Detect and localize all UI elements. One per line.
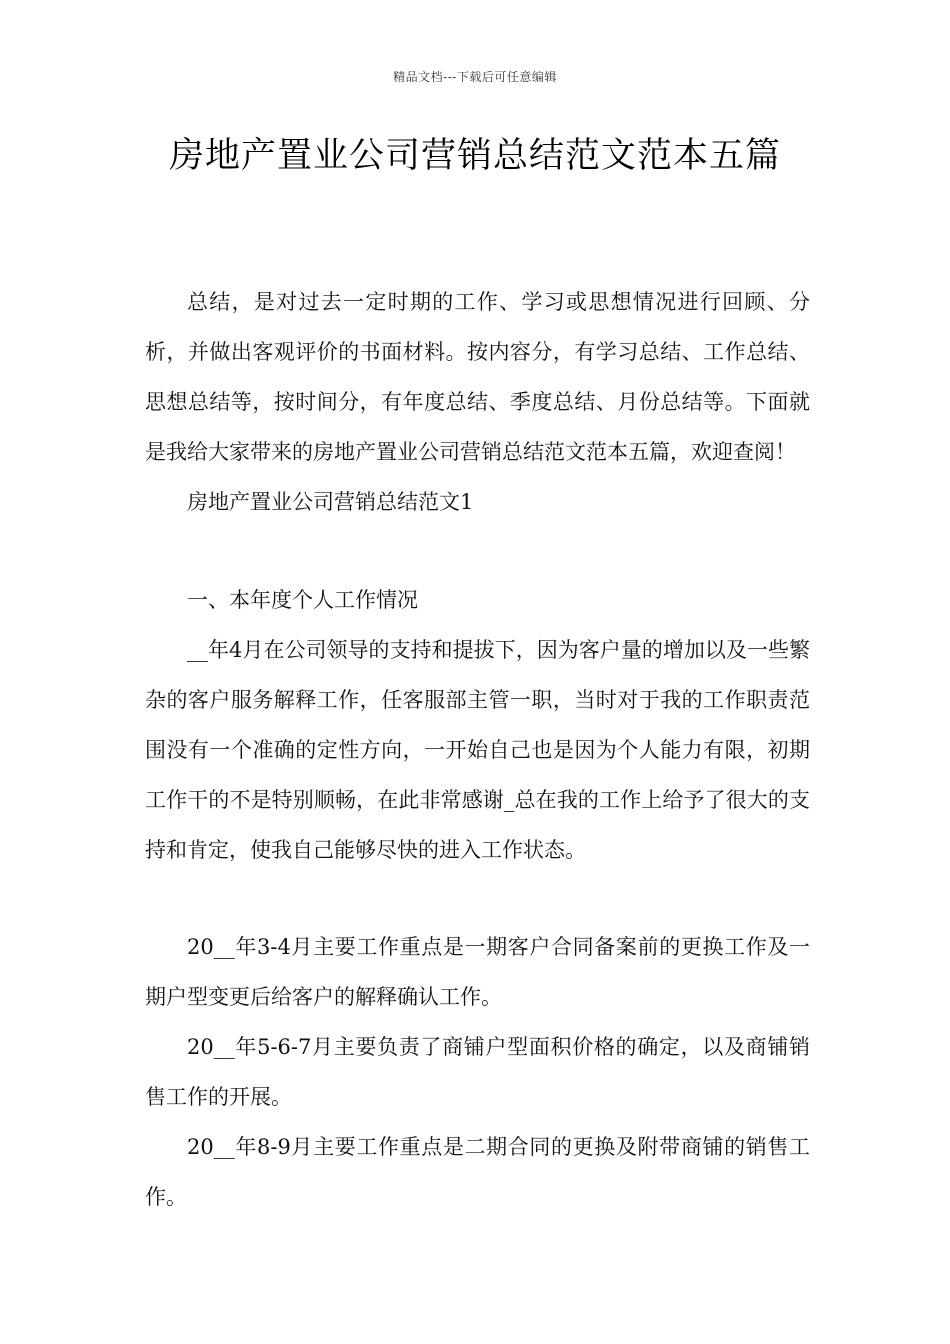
intro-block <box>145 277 810 527</box>
header-note: 精品文档---下载后可任意编辑 <box>393 70 557 84</box>
section-two-block <box>145 922 810 1222</box>
document-title: 房地产置业公司营销总结范文范本五篇 <box>168 136 781 176</box>
intro-paragraph: 总结，是对过去一定时期的工作、学习或思想情况进行回顾、分析，并做出客观评价的书面材料。按内容分，有学习总结、工作总结、思想总结等，按时间分，有年度总结、季度总结、月份总结等。下面就是我给大家带来的房地产置业公司营销总结范文范本五篇，欢迎查阅！ <box>145 290 810 464</box>
body-paragraph-1: __年4月在公司领导的支持和提拔下，因为客户量的增加以及一些繁杂的客户服务解释工作，任客服部主管一职，当时对于我的工作职责范围没有一个准确的定性方向，一开始自己也是因为个人能力有限，初期工作干的不是特别顺畅，在此非常感谢_总在我的工作上给予了很大的支持和肯定，使我自己能够尽快的进入工作状态。 <box>145 638 810 862</box>
body-paragraph-4: 20__年8-9月主要工作重点是二期合同的更换及附带商铺的销售工作。 <box>145 1135 810 1209</box>
section-one-block <box>145 575 810 875</box>
section-title: 房地产置业公司营销总结范文1 <box>187 490 474 514</box>
body-paragraph-3: 20__年5-6-7月主要负责了商铺户型面积价格的确定，以及商铺销售工作的开展。 <box>145 1035 810 1109</box>
body-paragraph-2: 20__年3-4月主要工作重点是一期客户合同备案前的更换工作及一期户型变更后给客户的解释确认工作。 <box>145 935 810 1009</box>
subsection-title: 一、本年度个人工作情况 <box>187 588 418 612</box>
